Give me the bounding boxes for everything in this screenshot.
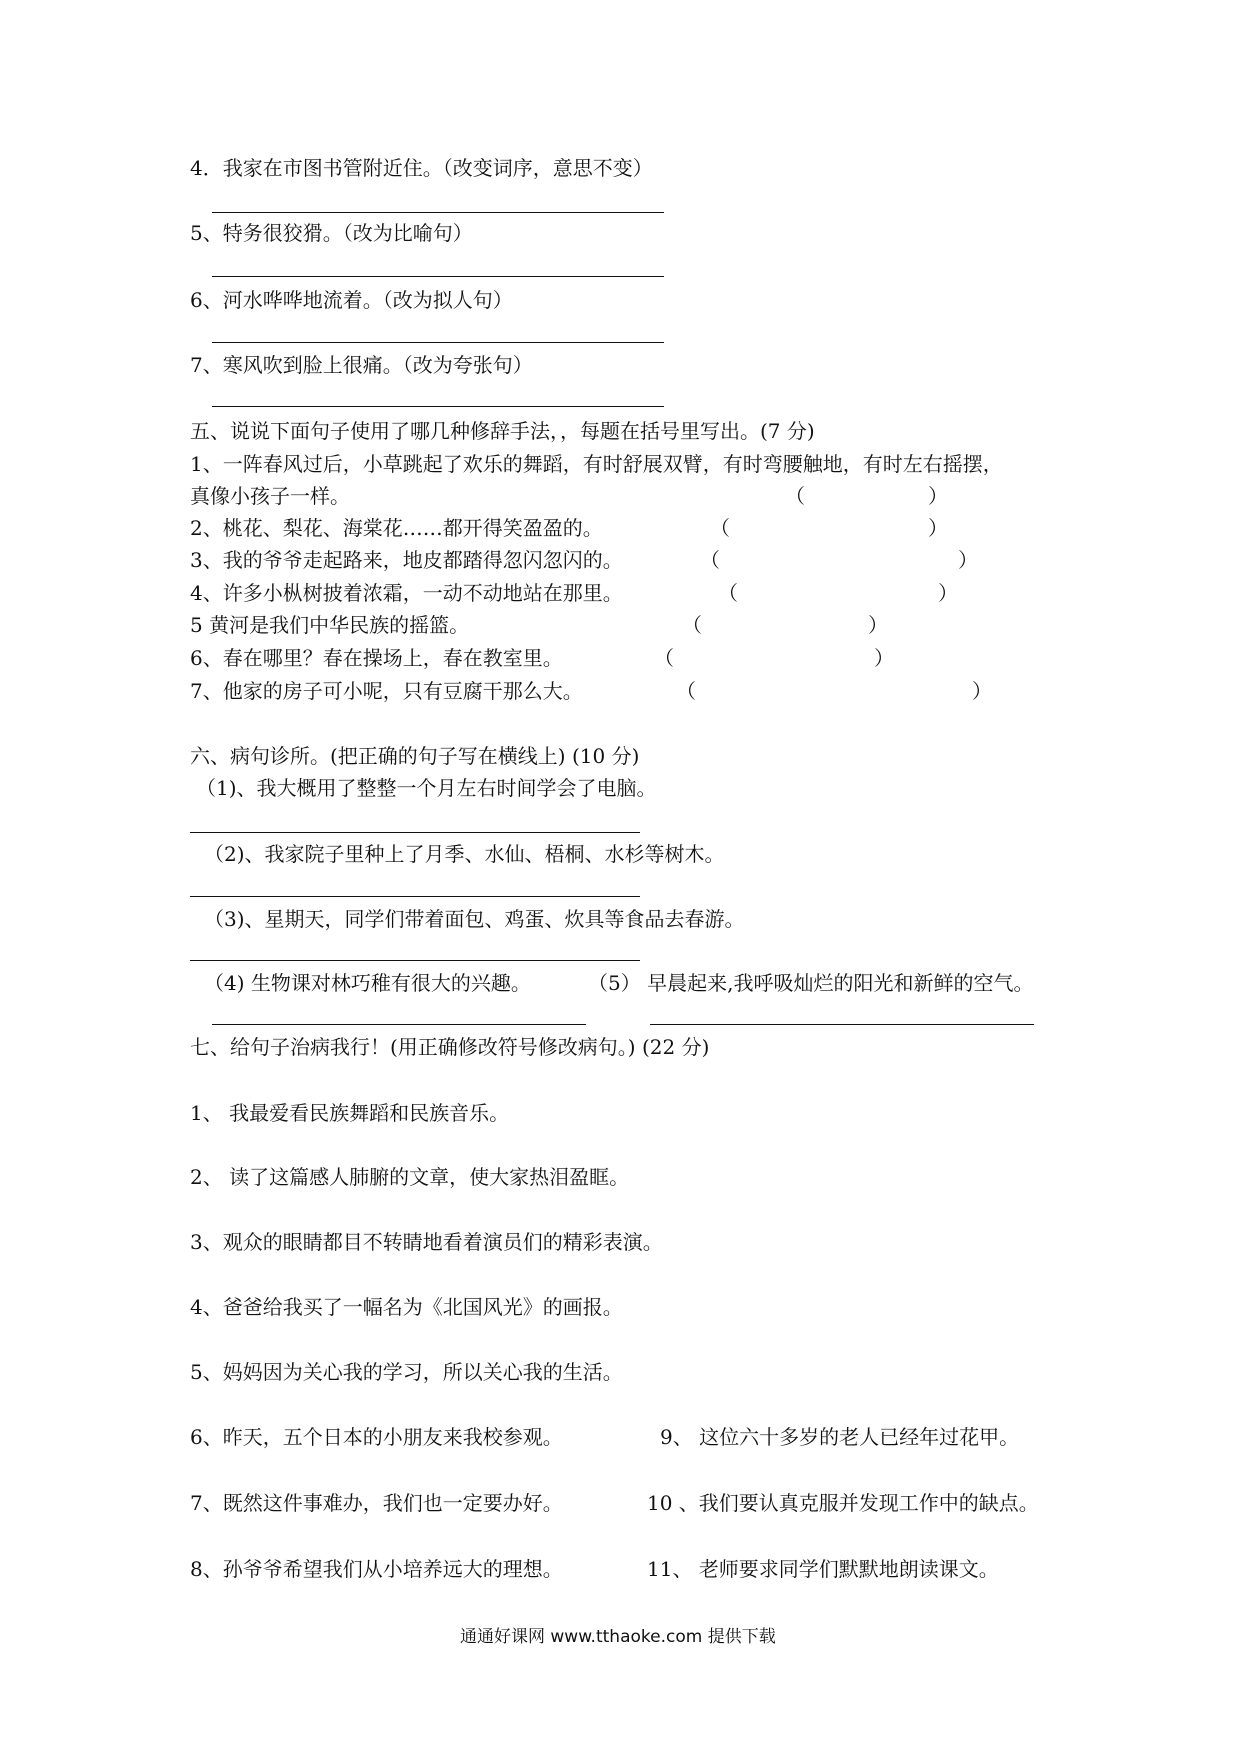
section7-q2: 2、 读了这篇感人肺腑的文章，使大家热泪盈眶。 — [190, 1165, 630, 1189]
paren-open: （ — [710, 516, 730, 540]
section6-q1: （1)、我大概用了整整一个月左右时间学会了电脑。 — [196, 776, 657, 800]
section5-item-1-cont: 真像小孩子一样。 — [190, 484, 350, 508]
paren-close: ） — [874, 646, 894, 670]
rewrite-q6: 6、河水哗哗地流着。（改为拟人句） — [190, 288, 513, 312]
answer-line — [190, 832, 640, 833]
section7-title: 七、给句子治病我行！(用正确修改符号修改病句。) (22 分) — [190, 1035, 710, 1059]
answer-line — [212, 1024, 586, 1025]
paren-open: （ — [718, 581, 738, 605]
section5-title: 五、说说下面句子使用了哪几种修辞手法，，每题在括号里写出。(7 分) — [190, 419, 815, 443]
answer-line — [190, 896, 640, 897]
paren-open: （ — [785, 484, 805, 508]
section6-q3: （3)、星期天，同学们带着面包、鸡蛋、炊具等食品去春游。 — [204, 907, 745, 931]
paren-close: ） — [868, 613, 888, 637]
answer-line — [212, 212, 664, 213]
section7-q7: 7、既然这件事难办，我们也一定要办好。 — [190, 1491, 563, 1515]
section7-q9: 9、 这位六十多岁的老人已经年过花甲。 — [660, 1425, 1020, 1449]
paren-close: ） — [938, 581, 958, 605]
section5-item-4: 4、许多小枞树披着浓霜，一动不动地站在那里。 — [190, 581, 623, 605]
paren-close: ） — [972, 679, 992, 703]
paren-open: （ — [654, 646, 674, 670]
section5-item-6: 6、春在哪里？春在操场上，春在教室里。 — [190, 646, 563, 670]
rewrite-q7: 7、寒风吹到脸上很痛。（改为夸张句） — [190, 353, 533, 377]
paren-open: （ — [682, 613, 702, 637]
paren-open: （ — [676, 679, 696, 703]
paren-close: ） — [958, 548, 978, 572]
section7-q6: 6、昨天，五个日本的小朋友来我校参观。 — [190, 1425, 563, 1449]
section7-q4: 4、爸爸给我买了一幅名为《北国风光》的画报。 — [190, 1295, 623, 1319]
answer-line — [190, 960, 640, 961]
section6-q2: （2)、我家院子里种上了月季、水仙、梧桐、水杉等树木。 — [204, 842, 725, 866]
footer-credit: 通通好课网 www.tthaoke.com 提供下载 — [460, 1627, 776, 1647]
rewrite-q4: 4．我家在市图书管附近住。（改变词序，意思不变） — [190, 156, 653, 180]
section5-item-1: 1、一阵春风过后，小草跳起了欢乐的舞蹈，有时舒展双臂，有时弯腰触地，有时左右摇摆， — [190, 452, 1003, 476]
answer-line — [650, 1024, 1034, 1025]
section5-item-2: 2、桃花、梨花、海棠花……都开得笑盈盈的。 — [190, 516, 603, 540]
section7-q5: 5、妈妈因为关心我的学习，所以关心我的生活。 — [190, 1360, 623, 1384]
section7-q8: 8、孙爷爷希望我们从小培养远大的理想。 — [190, 1557, 563, 1581]
section6-q5: （5） 早晨起来,我呼吸灿烂的阳光和新鲜的空气。 — [588, 971, 1034, 995]
section6-title: 六、病句诊所。(把正确的句子写在横线上) (10 分) — [190, 744, 640, 768]
section7-q3: 3、观众的眼睛都目不转睛地看着演员们的精彩表演。 — [190, 1230, 663, 1254]
section7-q10: 10 、我们要认真克服并发现工作中的缺点。 — [647, 1491, 1039, 1515]
section7-q1: 1、 我最爱看民族舞蹈和民族音乐。 — [190, 1101, 510, 1125]
section6-q4: （4) 生物课对林巧稚有很大的兴趣。 — [204, 971, 531, 995]
answer-line — [212, 406, 664, 407]
rewrite-q5: 5、特务很狡猾。（改为比喻句） — [190, 221, 473, 245]
section5-item-3: 3、我的爷爷走起路来，地皮都踏得忽闪忽闪的。 — [190, 548, 623, 572]
answer-line — [212, 276, 664, 277]
paren-open: （ — [700, 548, 720, 572]
section7-q11: 11、 老师要求同学们默默地朗读课文。 — [647, 1557, 999, 1581]
paren-close: ） — [928, 516, 948, 540]
section5-item-5: 5 黄河是我们中华民族的摇篮。 — [190, 613, 470, 637]
section5-item-7: 7、他家的房子可小呢，只有豆腐干那么大。 — [190, 679, 583, 703]
paren-close: ） — [928, 484, 948, 508]
answer-line — [212, 342, 664, 343]
